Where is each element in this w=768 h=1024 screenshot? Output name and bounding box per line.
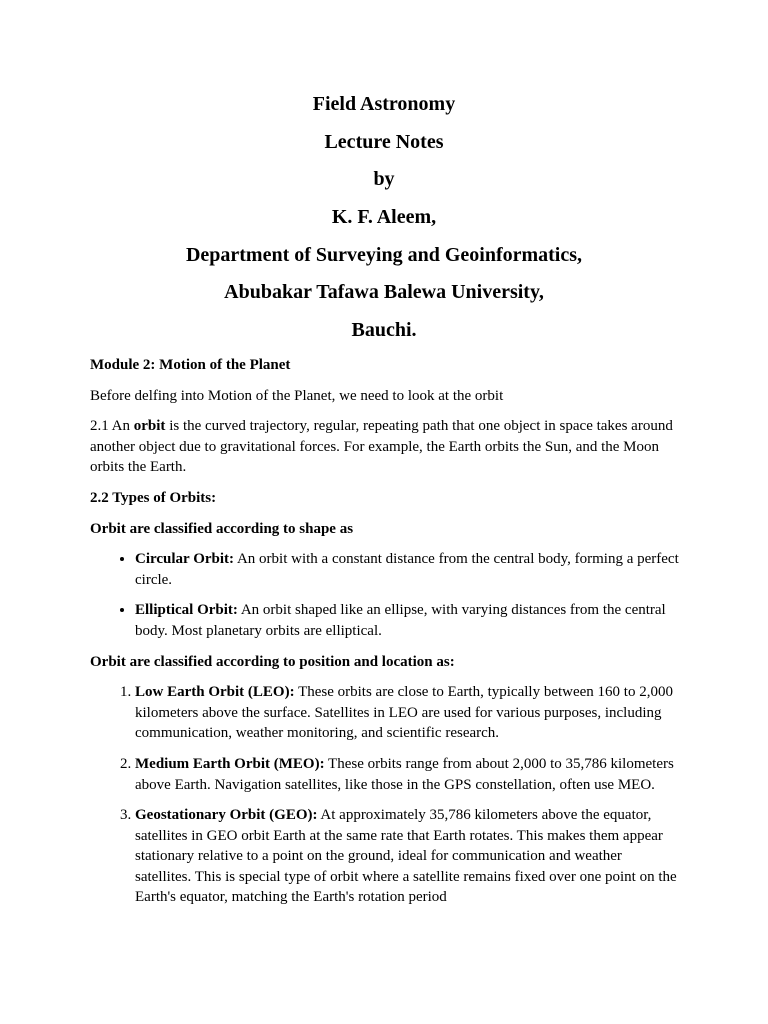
- title-block: [0, 86, 768, 350]
- list-item-text: These orbits are close to Earth, typically between 160 to 2,000 kilometers above the surface. Satellites in LEO are used for various purposes, including communication, weather monitoring, and scientific research.: [135, 684, 673, 742]
- shape-heading: Orbit are classified according to shape as: [90, 520, 354, 537]
- definition-text: is the curved trajectory, regular, repeating path that one object in space takes around another object due to gravitational forces. For example, the Earth orbits the Sun, and the Moon orbits the Earth.: [90, 418, 673, 476]
- list-item: [135, 549, 680, 590]
- list-item: [135, 600, 680, 641]
- title-by: by: [373, 168, 395, 191]
- position-list: [90, 682, 680, 908]
- list-item: [135, 754, 680, 795]
- module-heading: Module 2: Motion of the Planet: [90, 357, 291, 373]
- definition-prefix: 2.1 An: [90, 418, 134, 435]
- list-item-text: An orbit with a constant distance from the central body, forming a perfect circle.: [135, 551, 679, 588]
- title-city: Bauchi.: [351, 319, 417, 342]
- title-author: K. F. Aleem,: [331, 206, 437, 229]
- definition-term: orbit: [133, 418, 166, 435]
- list-item: [135, 682, 680, 744]
- list-item: [135, 805, 680, 908]
- list-item-text: These orbits range from about 2,000 to 35,786 kilometers above Earth. Navigation satellites, like those in the GPS constellation, often use MEO.: [135, 755, 674, 793]
- list-item-term: Geostationary Orbit (GEO):: [135, 807, 318, 824]
- list-item-text: At approximately 35,786 kilometers above the equator, satellites in GEO orbit Earth at the same rate that Earth rotates. This makes them appear stationary relative to a point on the ground, ideal for communication and weather satellites. This is special type of orbit where a satellite remains fixed over one point on the Earth's equator, matching the Earth's rotation period: [135, 807, 677, 906]
- position-heading: Orbit are classified according to position and location as:: [90, 653, 455, 670]
- types-heading: 2.2 Types of Orbits:: [90, 489, 217, 506]
- list-item-term: Circular Orbit:: [135, 551, 235, 568]
- list-item-term: Low Earth Orbit (LEO):: [135, 684, 295, 701]
- shape-list: [90, 549, 680, 641]
- list-item-term: Medium Earth Orbit (MEO):: [135, 755, 325, 772]
- title-department: Department of Surveying and Geoinformatics,: [185, 243, 583, 266]
- title-course: Field Astronomy: [312, 93, 456, 115]
- title-subtitle: Lecture Notes: [324, 130, 444, 153]
- title-university: Abubakar Tafawa Balewa University,: [224, 281, 544, 304]
- intro-paragraph: Before delfing into Motion of the Planet, we need to look at the orbit: [90, 387, 504, 404]
- definition-paragraph: [90, 416, 680, 478]
- list-item-text: An orbit shaped like an ellipse, with varying distances from the central body. Most planetary orbits are elliptical.: [135, 602, 666, 639]
- document-body: [90, 355, 680, 918]
- list-item-term: Elliptical Orbit:: [135, 602, 238, 619]
